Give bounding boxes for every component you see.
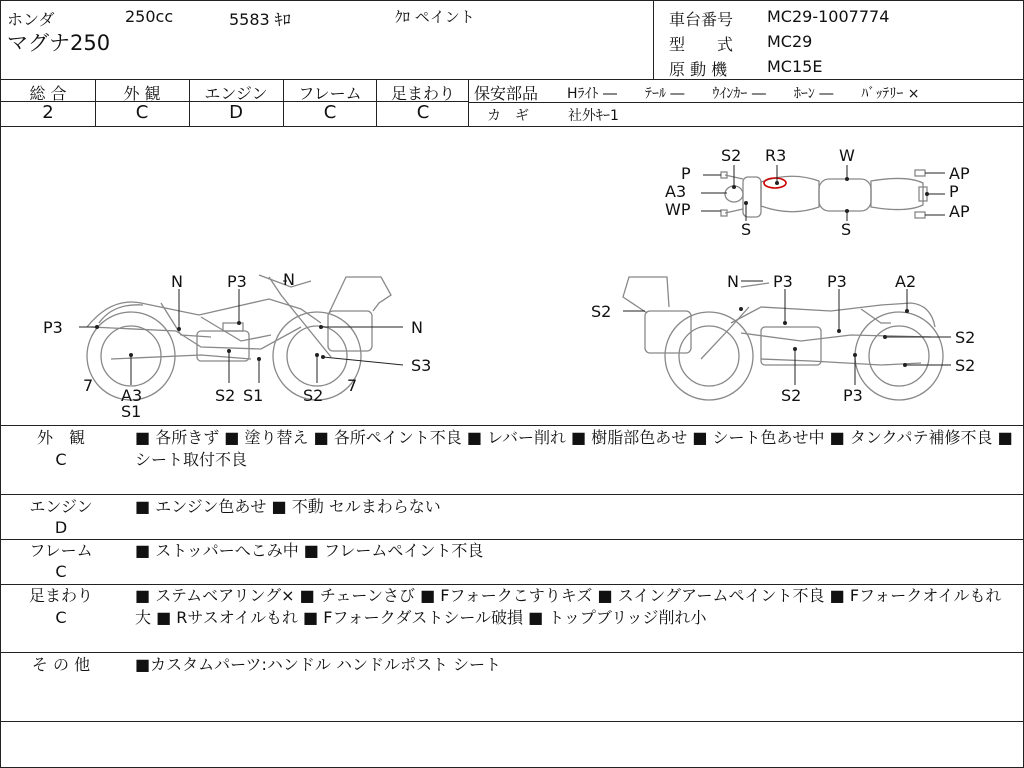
section-engine-text: ■ エンジン色あせ ■ 不動 セルまわらない	[135, 497, 441, 516]
grade-frame-label: フレーム	[298, 84, 362, 103]
label: A3	[665, 182, 687, 201]
key-label: カ ギ	[487, 108, 529, 124]
section-suspension-text: ■ ステムベアリング× ■ チェーンさび ■ Fフォークこすりキズ ■ スイングアームペイント不良 ■ Fフォークオイルもれ大 ■ Rサスオイルもれ ■ Fフォークダストシール破損 ■ トップブリッジ削れ小	[135, 586, 1002, 627]
grade-suspension-label: 足まわり	[390, 84, 455, 103]
grade-exterior-label: 外 観	[123, 84, 161, 103]
engine-label: 原 動 機	[669, 60, 728, 79]
label: AP	[949, 164, 970, 183]
label: S	[741, 220, 752, 239]
model-name: マグナ250	[7, 31, 111, 55]
divider	[1, 494, 1023, 495]
label: P3	[227, 272, 247, 291]
top-view-outline	[721, 170, 927, 218]
section-other-label: そ の 他	[31, 655, 91, 674]
section-engine-label: エンジン	[29, 497, 93, 516]
grade-total-value: 2	[42, 102, 54, 123]
label: 7	[347, 376, 358, 395]
label: 7	[83, 376, 94, 395]
label: A3	[121, 386, 143, 405]
label: S3	[411, 356, 432, 375]
frame-no: MC29-1007774	[767, 7, 890, 26]
label: P3	[43, 318, 63, 337]
label: N	[411, 318, 423, 337]
type-label: 型 式	[669, 35, 734, 54]
grade-total-label: 総 合	[29, 84, 67, 103]
label: S1	[243, 386, 264, 405]
section-engine-grade: D	[54, 518, 68, 537]
section-exterior-label: 外 観	[36, 428, 85, 447]
label: S2	[781, 386, 802, 405]
label: P3	[843, 386, 863, 405]
divider	[653, 1, 654, 79]
label: N	[283, 270, 295, 289]
divider	[1, 721, 1023, 722]
label: P	[949, 182, 959, 201]
right-view-outline	[623, 277, 943, 400]
divider	[1, 79, 1023, 80]
label: S2	[215, 386, 236, 405]
grade-exterior-value: C	[135, 102, 149, 123]
grade-engine-value: D	[229, 102, 243, 123]
grade-engine-label: エンジン	[204, 84, 268, 103]
diagram-labels	[43, 146, 975, 421]
grade-frame-value: C	[323, 102, 337, 123]
section-exterior-text: ■ 各所きず ■ 塗り替え ■ 各所ペイント不良 ■ レバー削れ ■ 樹脂部色あせ ■ シート色あせ中 ■ タンクパテ補修不良 ■ シート取付不良	[135, 428, 1013, 469]
mileage: 5583 ｷﾛ	[229, 10, 291, 29]
maker: ホンダ	[7, 10, 55, 29]
divider	[1, 425, 1023, 426]
divider	[1, 652, 1023, 653]
label: AP	[949, 202, 970, 221]
color: ｸﾛ ペイント	[395, 8, 475, 26]
label: S2	[955, 356, 976, 375]
section-suspension-label: 足まわり	[28, 586, 93, 605]
label: S2	[955, 328, 976, 347]
label: S1	[121, 402, 142, 421]
section-frame-label: フレーム	[29, 541, 93, 560]
engine-value: MC15E	[767, 57, 823, 76]
label: N	[727, 272, 739, 291]
key-value: 社外ｷｰ1	[568, 108, 619, 124]
section-frame-text: ■ ストッパーへこみ中 ■ フレームペイント不良	[135, 541, 484, 560]
label: S2	[721, 146, 742, 165]
label: W	[839, 146, 855, 165]
displacement: 250cc	[125, 7, 174, 26]
label: S	[841, 220, 852, 239]
label: P3	[827, 272, 847, 291]
label: S2	[591, 302, 612, 321]
frame-no-label: 車台番号	[669, 10, 734, 29]
label: S2	[303, 386, 324, 405]
section-suspension-grade: C	[55, 608, 67, 627]
label: P3	[773, 272, 793, 291]
label: R3	[765, 146, 787, 165]
label: N	[171, 272, 183, 291]
safety-items: Hﾗｲﾄ ― ﾃｰﾙ ― ｳｲﾝｶｰ ― ﾎｰﾝ ― ﾊﾞｯﾃﾘｰ ×	[567, 86, 920, 102]
divider	[1, 101, 468, 102]
label: P	[681, 164, 691, 183]
damage-diagram	[1, 127, 1023, 425]
divider	[468, 102, 1023, 103]
grade-suspension-value: C	[416, 102, 430, 123]
section-other-text: ■カスタムパーツ:ハンドル ハンドルポスト シート	[135, 655, 502, 674]
label: A2	[895, 272, 917, 291]
type-value: MC29	[767, 32, 813, 51]
label: WP	[665, 200, 691, 219]
section-exterior-grade: C	[55, 450, 67, 469]
section-frame-grade: C	[55, 562, 67, 581]
safety-label: 保安部品	[474, 84, 539, 103]
